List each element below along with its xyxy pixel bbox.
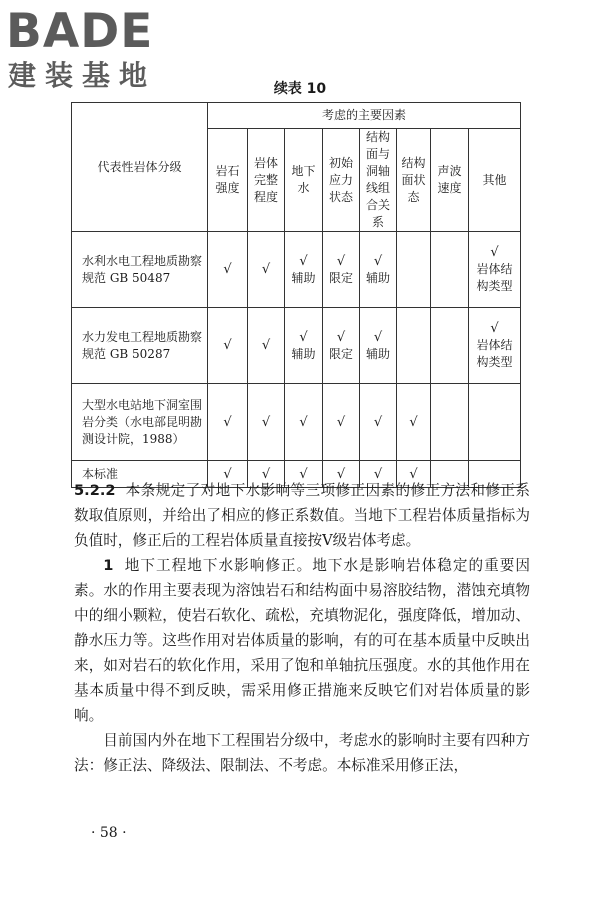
- check-mark: √: [373, 414, 383, 430]
- factor-cell: [323, 384, 360, 461]
- column-header: 岩体完整程度: [248, 129, 285, 232]
- paragraph-methods: 目前国内外在地下工程围岩分级中，考虑水的影响时主要有四种方法：修正法、降级法、限制法、不考虑。本标准采用修正法，: [74, 732, 530, 774]
- column-header: 其他: [469, 129, 521, 232]
- paragraph-text: 地下工程地下水影响修正。地下水是影响岩体稳定的重要因素。水的作用主要表现为溶蚀岩石和结构面中易溶胶结物，潜蚀充填物中的细小颗粒，使岩石软化、疏松，充填物泥化，强度降低，增加动、静水压力等。这些作用对岩体质量的影响，有的可在基本质量中反映出来，如对岩石的软化作用，采用了饱和单轴抗压强度。水的其他作用在基本质量中得不到反映，需采用修正措施来反映它们对岩体质量的影响。: [74, 557, 530, 724]
- check-mark: √: [223, 414, 232, 430]
- column-header: 地下水: [285, 129, 323, 232]
- factor-cell: [360, 384, 397, 461]
- column-header: 结构面状态: [397, 129, 431, 232]
- factor-cell: [285, 308, 323, 384]
- cell-note: 岩体结构类型: [476, 338, 513, 369]
- check-mark: √: [261, 338, 271, 353]
- factor-cell: [248, 232, 285, 308]
- cell-note: 限定: [328, 270, 353, 285]
- check-mark: √: [261, 414, 271, 430]
- factor-cell: [323, 232, 360, 308]
- column-header: 结构面与洞轴线组合关系: [360, 129, 397, 232]
- check-mark: √: [299, 414, 308, 430]
- standard-name: 本标准: [72, 461, 208, 488]
- check-mark: √: [336, 253, 346, 269]
- check-mark: √: [336, 466, 346, 482]
- cell-note: 限定: [328, 346, 353, 361]
- cell-note: 辅助: [291, 346, 316, 361]
- factor-cell: [208, 308, 248, 384]
- table-row: [72, 384, 521, 461]
- group-header: 考虑的主要因素: [208, 103, 521, 129]
- table-row: [72, 232, 521, 308]
- factor-cell: [469, 308, 521, 384]
- factor-cell: [397, 308, 431, 384]
- column-header: 岩石强度: [208, 129, 248, 232]
- paragraph-item-1: [74, 553, 530, 728]
- factor-cell: [248, 308, 285, 384]
- factor-cell: [208, 232, 248, 308]
- page-number: · 58 ·: [91, 825, 127, 841]
- check-mark: √: [299, 466, 308, 482]
- check-mark: √: [336, 329, 346, 345]
- check-mark: √: [261, 466, 271, 482]
- factor-cell: [397, 384, 431, 461]
- factor-cell: [248, 384, 285, 461]
- factor-cell: [323, 308, 360, 384]
- factor-cell: [397, 232, 431, 308]
- table-continuation-title: 续表 10: [273, 81, 327, 97]
- check-mark: √: [223, 466, 232, 482]
- check-mark: √: [409, 466, 418, 482]
- check-mark: √: [299, 329, 308, 345]
- check-mark: √: [373, 329, 383, 345]
- factor-cell: [360, 308, 397, 384]
- factor-cell: [360, 232, 397, 308]
- check-mark: √: [223, 338, 232, 353]
- row-header: 代表性岩体分级: [72, 103, 208, 232]
- body-text: [74, 478, 530, 778]
- logo-subtitle: 建装基地: [8, 59, 157, 92]
- standard-name: 水利水电工程地质勘察规范 GB 50487: [72, 232, 208, 308]
- cell-note: 辅助: [365, 270, 390, 285]
- check-mark: √: [373, 253, 383, 269]
- rock-classification-table: [71, 102, 520, 482]
- factor-cell: [431, 232, 469, 308]
- table-row: [72, 308, 521, 384]
- factor-cell: [469, 232, 521, 308]
- logo-wordmark: BADE: [6, 4, 154, 59]
- check-mark: √: [490, 245, 499, 260]
- paragraph-text: 本条规定了对地下水影响等三项修正因素的修正方法和修正系数取值原则，并给出了相应的修正系数值。当地下工程岩体质量指标为负值时，修正后的工程岩体质量直接按Ⅴ级岩体考虑。: [74, 482, 530, 549]
- factor-cell: [285, 384, 323, 461]
- column-header: 初始应力状态: [323, 129, 360, 232]
- factor-cell: [208, 384, 248, 461]
- standard-name: 水力发电工程地质勘察规范 GB 50287: [72, 308, 208, 384]
- check-mark: √: [261, 262, 271, 277]
- column-header: 声波速度: [431, 129, 469, 232]
- check-mark: √: [223, 262, 232, 277]
- check-mark: √: [299, 253, 308, 269]
- section-number: 5.2.2: [74, 482, 116, 499]
- factor-cell: [469, 384, 521, 461]
- cell-note: 岩体结构类型: [476, 262, 513, 293]
- standard-name: 大型水电站地下洞室围岩分类（水电部昆明勘测设计院，1988）: [72, 384, 208, 461]
- factor-cell: [431, 384, 469, 461]
- paragraph-5-2-2: [74, 478, 530, 553]
- factor-cell: [285, 232, 323, 308]
- check-mark: √: [336, 414, 346, 430]
- cell-note: 辅助: [291, 270, 316, 285]
- check-mark: √: [373, 466, 383, 482]
- cell-note: 辅助: [365, 346, 390, 361]
- check-mark: √: [409, 414, 418, 430]
- factor-cell: [431, 308, 469, 384]
- check-mark: √: [490, 321, 499, 336]
- item-number: 1: [103, 557, 114, 574]
